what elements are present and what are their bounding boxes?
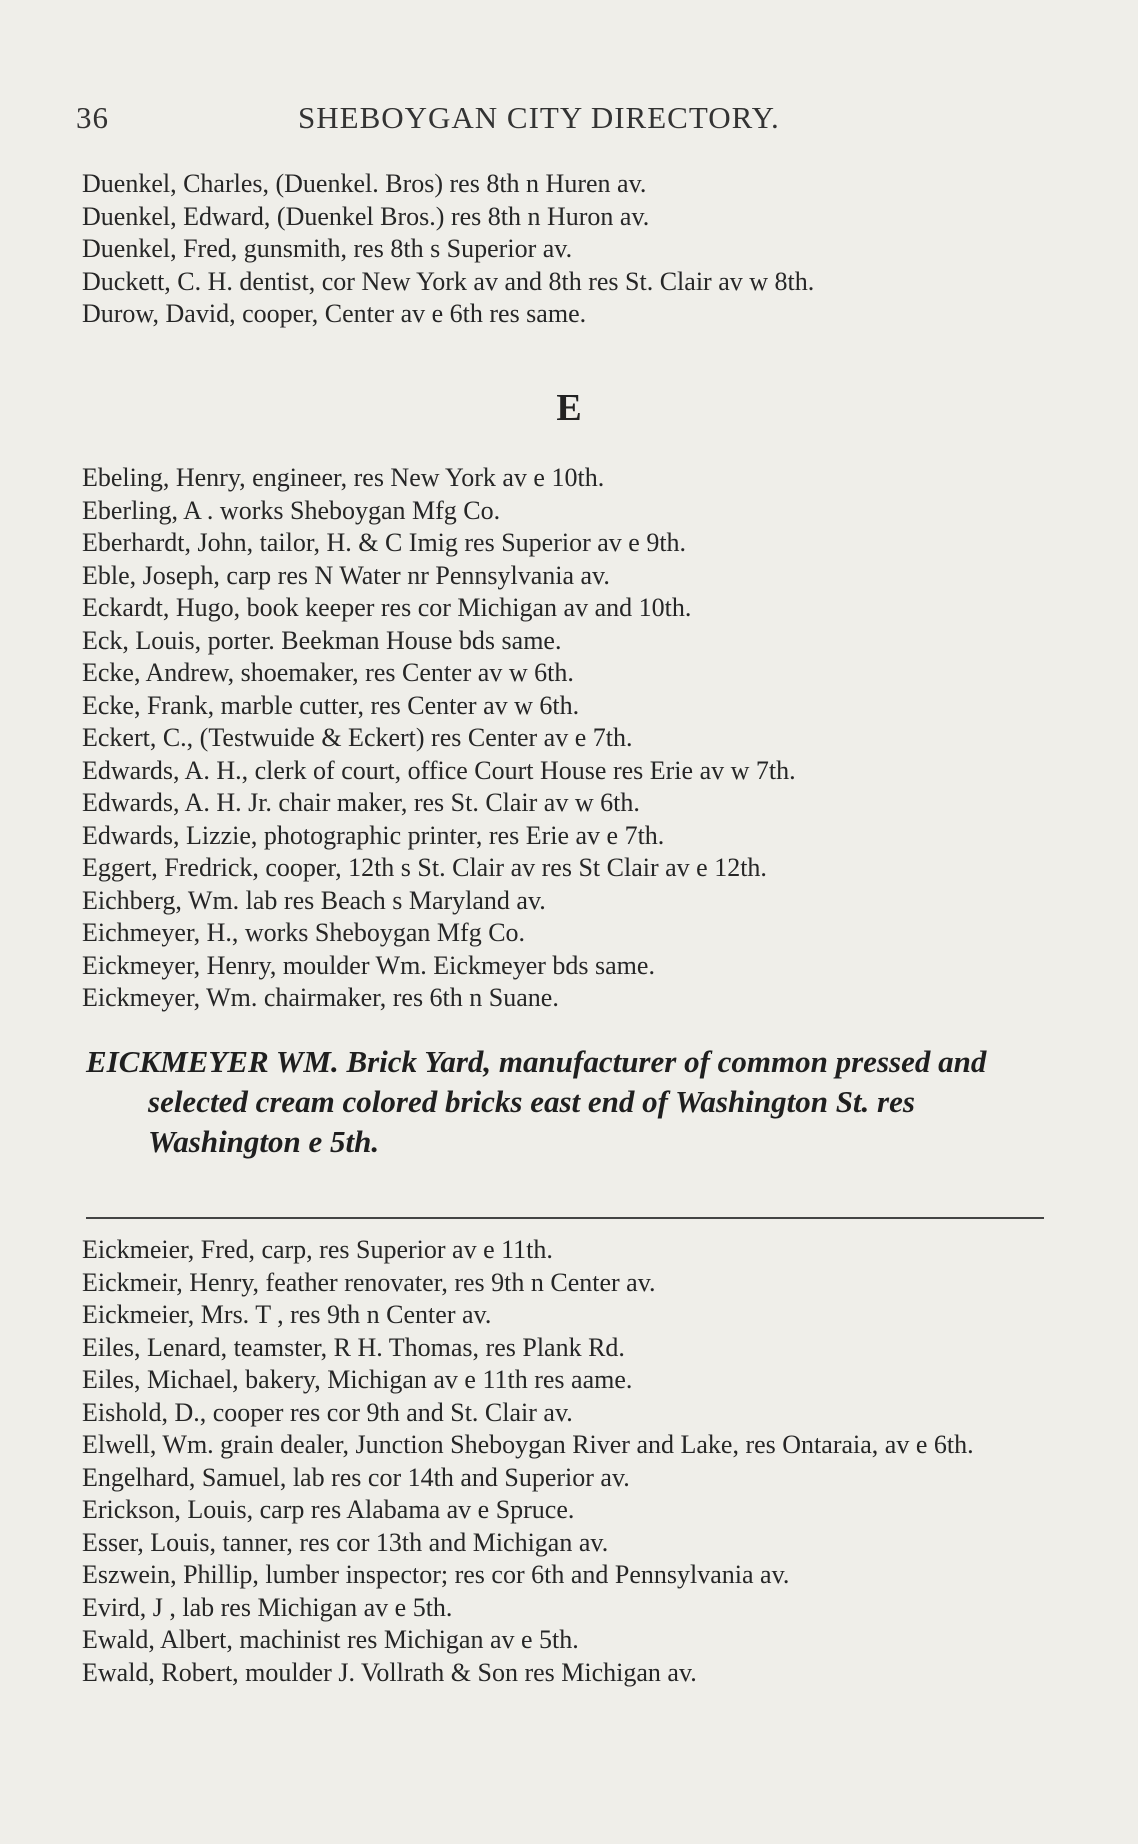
directory-entry: Duenkel, Fred, gunsmith, res 8th s Superior av. bbox=[82, 234, 573, 263]
directory-entry: Duenkel, Edward, (Duenkel Bros.) res 8th n Huron av. bbox=[82, 201, 650, 231]
directory-entry: Eickmeyer, Wm. chairmaker, res 6th n Suane. bbox=[82, 983, 559, 1012]
directory-entry: Duenkel, Charles, (Duenkel. Bros) res 8th n Huren av. bbox=[82, 169, 647, 198]
directory-entry: Evird, J , lab res Michigan av e 5th. bbox=[82, 1592, 453, 1622]
directory-entry: Ecke, Frank, marble cutter, res Center av w 6th. bbox=[82, 690, 580, 720]
directory-entry: Eberling, A . works Sheboygan Mfg Co. bbox=[82, 495, 501, 525]
directory-entry: Esser, Louis, tanner, res cor 13th and Michigan av. bbox=[82, 1527, 609, 1557]
divider bbox=[86, 1217, 1044, 1219]
directory-entry: Ebeling, Henry, engineer, res New York av e 10th. bbox=[82, 463, 605, 492]
directory-entry: Eggert, Fredrick, cooper, 12th s St. Clair av res St Clair av e 12th. bbox=[82, 853, 767, 882]
section-letter: E bbox=[556, 387, 582, 429]
directory-entry: Edwards, A. H., clerk of court, office Court House res Erie av w 7th. bbox=[82, 755, 796, 785]
directory-entry: Eiles, Michael, bakery, Michigan av e 11th res aame. bbox=[82, 1365, 633, 1394]
page-number: 36 bbox=[76, 100, 109, 135]
directory-entry: Elwell, Wm. grain dealer, Junction Sheboygan River and Lake, res Ontaraia, av e 6th. bbox=[82, 1430, 974, 1459]
directory-entry: Eckert, C., (Testwuide & Eckert) res Center av e 7th. bbox=[82, 723, 633, 752]
directory-entry: Eberhardt, John, tailor, H. & C Imig res Superior av e 9th. bbox=[82, 528, 687, 557]
directory-entry: Duckett, C. H. dentist, cor New York av and 8th res St. Clair av w 8th. bbox=[82, 266, 815, 296]
directory-entry: Eble, Joseph, carp res N Water nr Pennsylvania av. bbox=[82, 560, 610, 590]
directory-entry: Eichmeyer, H., works Sheboygan Mfg Co. bbox=[82, 918, 526, 947]
directory-entry: Durow, David, cooper, Center av e 6th res same. bbox=[82, 299, 587, 328]
page-title: SHEBOYGAN CITY DIRECTORY. bbox=[298, 100, 780, 135]
directory-entry: Ewald, Robert, moulder J. Vollrath & Son res Michigan av. bbox=[82, 1657, 697, 1687]
directory-entry: Eckardt, Hugo, book keeper res cor Michigan av and 10th. bbox=[82, 593, 692, 622]
directory-entry: Eickmeier, Fred, carp, res Superior av e 11th. bbox=[82, 1235, 553, 1264]
advertisement-block: EICKMEYER WM. Brick Yard, manufacturer of common pressed and selected cream colored bricks east end of Washington St. res Washington e 5th. bbox=[86, 1044, 987, 1159]
directory-entry: Eickmeir, Henry, feather renovater, res 9th n Center av. bbox=[82, 1267, 656, 1297]
directory-entry: Engelhard, Samuel, lab res cor 14th and Superior av. bbox=[82, 1462, 630, 1492]
directory-entry: Eishold, D., cooper res cor 9th and St. Clair av. bbox=[82, 1397, 573, 1427]
directory-entry: Ewald, Albert, machinist res Michigan av e 5th. bbox=[82, 1625, 579, 1654]
entries-group-e1 bbox=[82, 462, 1062, 1015]
directory-entry: Eiles, Lenard, teamster, R H. Thomas, res Plank Rd. bbox=[82, 1332, 625, 1362]
directory-entry: Eck, Louis, porter. Beekman House bds same. bbox=[82, 625, 562, 655]
directory-entry: Ecke, Andrew, shoemaker, res Center av w 6th. bbox=[82, 658, 574, 687]
directory-entry: Eickmeyer, Henry, moulder Wm. Eickmeyer bds same. bbox=[82, 950, 655, 980]
directory-entry: Eichberg, Wm. lab res Beach s Maryland av. bbox=[82, 885, 546, 915]
directory-entry: Eszwein, Phillip, lumber inspector; res cor 6th and Pennsylvania av. bbox=[82, 1560, 790, 1589]
directory-entry: Eickmeier, Mrs. T , res 9th n Center av. bbox=[82, 1300, 492, 1329]
directory-entry: Edwards, Lizzie, photographic printer, res Erie av e 7th. bbox=[82, 820, 665, 850]
entries-group-e2 bbox=[82, 1234, 1062, 1689]
entries-group-d bbox=[82, 168, 1062, 331]
directory-entry: Erickson, Louis, carp res Alabama av e Spruce. bbox=[82, 1495, 575, 1524]
directory-entry: Edwards, A. H. Jr. chair maker, res St. Clair av w 6th. bbox=[82, 788, 640, 817]
